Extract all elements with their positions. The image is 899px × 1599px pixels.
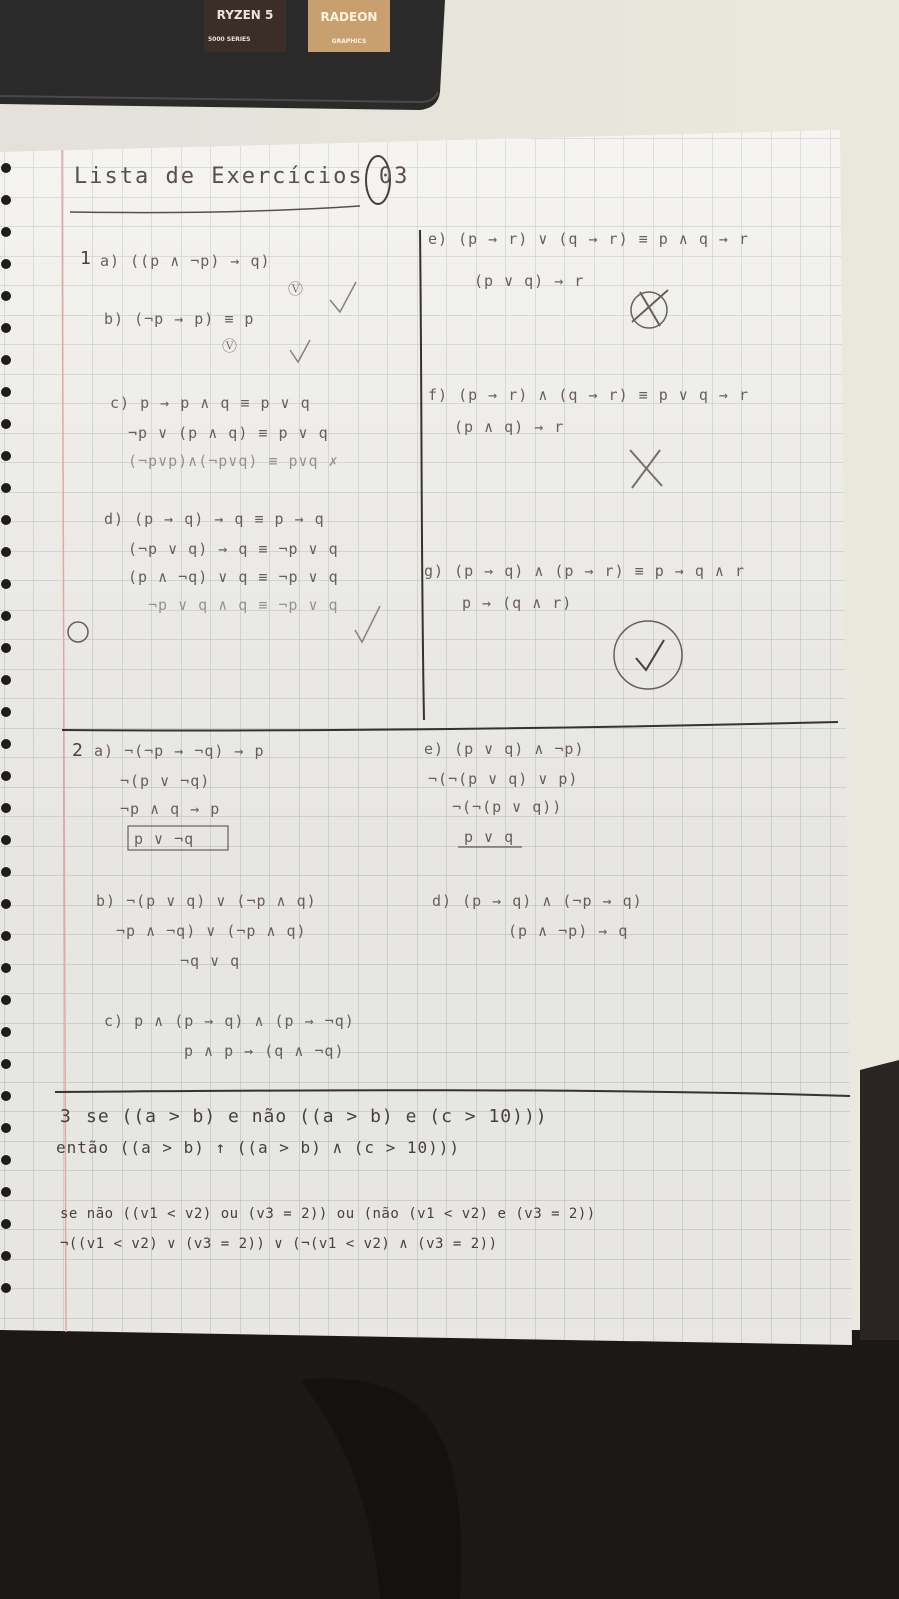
ex2-b-line1: b) ¬(p ∨ q) ∨ (¬p ∧ q) [96, 892, 317, 910]
ex1-g-line2: p → (q ∧ r) [462, 594, 573, 612]
ex1-g-line1: g) (p → q) ∧ (p → r) ≡ p → q ∧ r [424, 562, 745, 580]
ex1-e-line2: (p ∨ q) → r [474, 272, 585, 290]
radeon-sticker-label: RADEON [320, 10, 378, 24]
ex2-c-line1: c) p ∧ (p → q) ∧ (p → ¬q) [104, 1012, 355, 1030]
ex1-c-line2: ¬p ∨ (p ∧ q) ≡ p ∨ q [128, 424, 329, 442]
ex1-c-line3: (¬p∨p)∧(¬p∨q) ≡ p∨q ✗ [128, 452, 339, 470]
ex1-f-line1: f) (p → r) ∧ (q → r) ≡ p ∨ q → r [428, 386, 749, 404]
ex2-a-line2: ¬(p ∨ ¬q) [120, 772, 211, 790]
ex2-e-line3: ¬(¬(p ∨ q)) [452, 798, 563, 816]
ex3-line3: se não ((v1 < v2) ou (v3 = 2)) ou (não (v1 < v2) e (v3 = 2)) [60, 1206, 596, 1222]
ex3-line1: se ((a > b) e não ((a > b) e (c > 10))) [86, 1106, 548, 1127]
ex3-number: 3 [60, 1106, 72, 1127]
ex2-b-line3: ¬q ∨ q [180, 952, 241, 970]
ryzen-sticker-label: RYZEN 5 [216, 8, 274, 22]
ex2-number: 2 [72, 740, 84, 761]
ex2-e-line4: p ∨ q [464, 828, 515, 846]
ex2-a-line4: p ∨ ¬q [134, 830, 195, 848]
ex1-number: 1 [80, 248, 92, 269]
page-title: Lista de Exercícios 03 [74, 164, 410, 189]
ex1-b-verdict: Ⓥ [222, 337, 239, 355]
ex2-b-line2: ¬p ∧ ¬q) ∨ (¬p ∧ q) [116, 922, 307, 940]
ryzen-sticker-sub: 5000 SERIES [208, 36, 251, 43]
ex1-e-line1: e) (p → r) ∨ (q → r) ≡ p ∧ q → r [428, 230, 749, 248]
ex2-d-line2: (p ∧ ¬p) → q [508, 922, 629, 940]
ex1-d-line3: (p ∧ ¬q) ∨ q ≡ ¬p ∨ q [128, 568, 339, 586]
ex2-e-line1: e) (p ∨ q) ∧ ¬p) [424, 740, 585, 758]
ex3-line2: então ((a > b) ↑ ((a > b) ∧ (c > 10))) [56, 1138, 461, 1157]
ex1-d-line4: ¬p ∨ q ∧ q ≡ ¬p ∨ q [148, 596, 339, 614]
ex2-c-line2: p ∧ p → (q ∧ ¬q) [184, 1042, 345, 1060]
ex1-d-line1: d) (p → q) → q ≡ p → q [104, 510, 325, 528]
ex1-f-line2: (p ∧ q) → r [454, 418, 565, 436]
ex3-line4: ¬((v1 < v2) ∨ (v3 = 2)) ∨ (¬(v1 < v2) ∧ (v3 = 2)) [60, 1236, 498, 1252]
ex2-a-line3: ¬p ∧ q → p [120, 800, 221, 818]
ex2-d-line1: d) (p → q) ∧ (¬p → q) [432, 892, 643, 910]
ex1-a-verdict: Ⓥ [288, 280, 305, 298]
ex2-a-line1: a) ¬(¬p → ¬q) → p [94, 742, 265, 760]
ex1-d-line2: (¬p ∨ q) → q ≡ ¬p ∨ q [128, 540, 339, 558]
ex1-a-line1: a) ((p ∧ ¬p) → q) [100, 252, 271, 270]
radeon-sticker-sub: GRAPHICS [331, 38, 367, 45]
ex2-e-line2: ¬(¬(p ∨ q) ∨ p) [428, 770, 579, 788]
ex1-b-line1: b) (¬p → p) ≡ p [104, 310, 255, 328]
ex1-c-line1: c) p → p ∧ q ≡ p ∨ q [110, 394, 311, 412]
